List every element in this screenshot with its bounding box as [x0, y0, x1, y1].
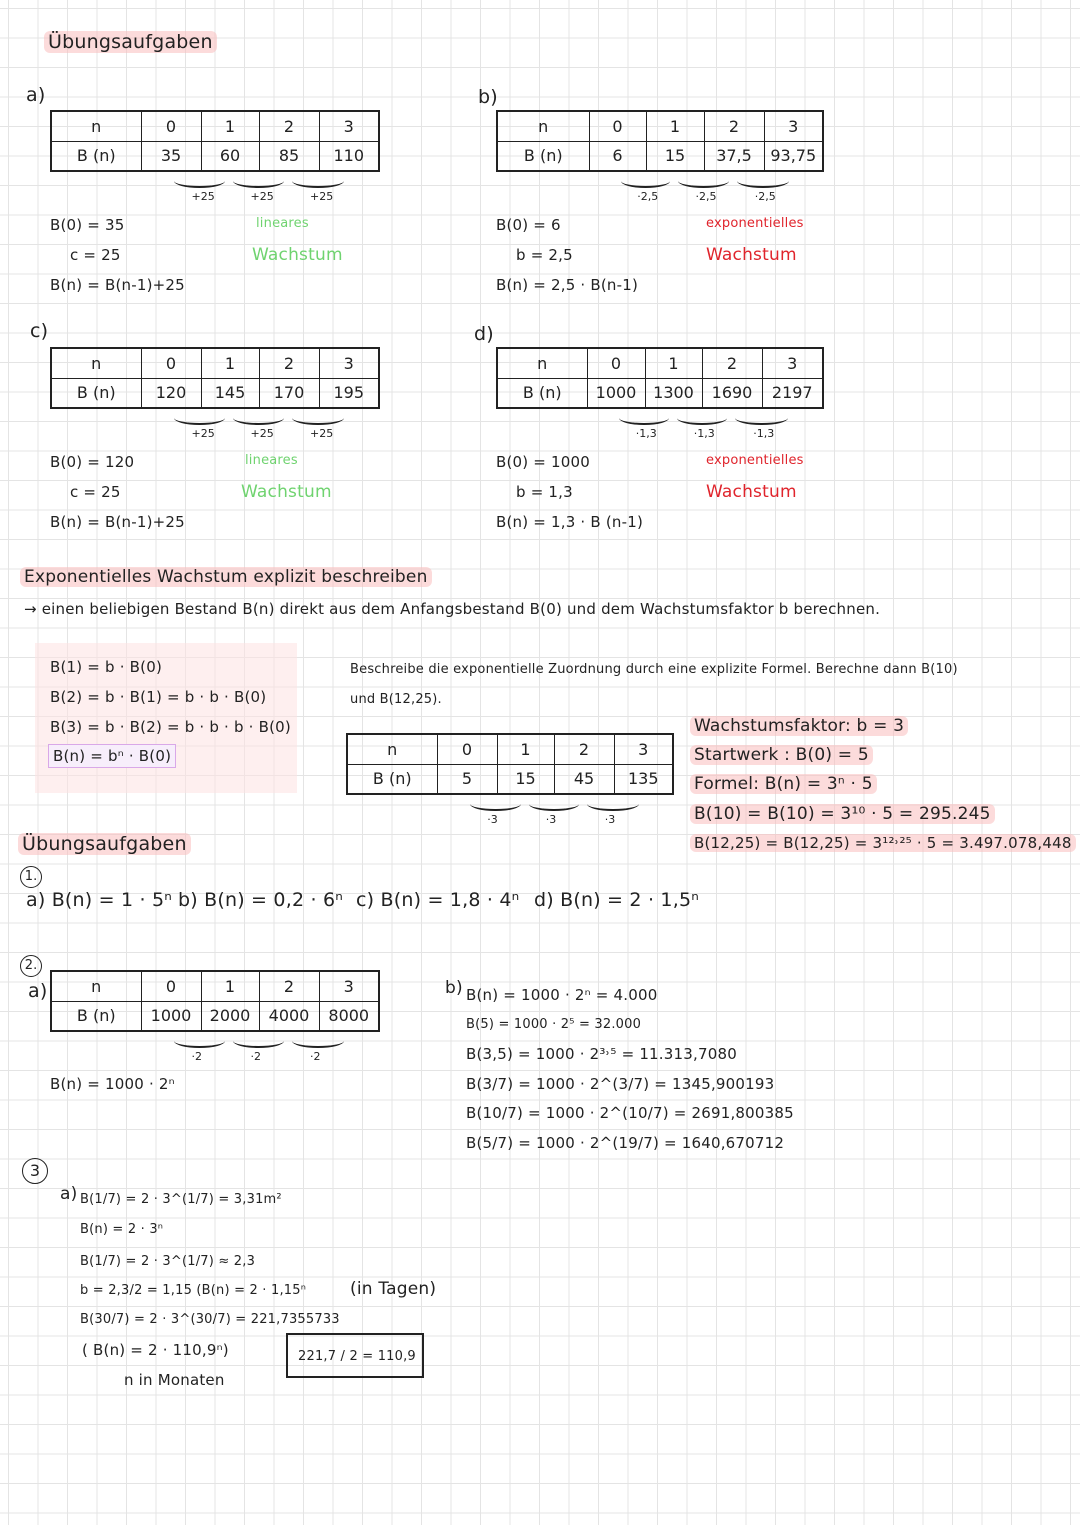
- table-cell: 170: [259, 378, 319, 408]
- result-line: c = 25: [70, 483, 121, 501]
- step-arrow: [621, 174, 671, 188]
- table-cell: 0: [141, 111, 201, 141]
- row-header: B (n): [51, 378, 141, 408]
- exercise3-a-label: a): [60, 1184, 78, 1204]
- step-label: ·1,3: [693, 427, 715, 440]
- result-line: B(0) = 1000: [496, 453, 591, 471]
- exercise1-item: a) B(n) = 1 · 5ⁿ: [26, 889, 173, 911]
- exercise1-item: c) B(n) = 1,8 · 4ⁿ: [356, 889, 520, 911]
- table-row: [51, 971, 379, 1001]
- exercise2-b-line: B(n) = 1000 · 2ⁿ = 4.000: [466, 986, 658, 1004]
- result-line: Formel: B(n) = 3ⁿ · 5: [690, 774, 877, 794]
- exercise-label: d): [474, 323, 494, 345]
- table-cell: 0: [589, 111, 646, 141]
- step-arrow: [233, 174, 284, 188]
- table-cell: 1: [497, 734, 554, 764]
- derivation-line: B(1) = b · B(0): [50, 658, 163, 676]
- growth-type: Wachstum: [241, 482, 332, 502]
- derivation-line: B(3) = b · B(2) = b · b · b · B(0): [50, 718, 291, 736]
- table-cell: 195: [319, 378, 379, 408]
- exercise3-line: B(1/7) = 2 · 3^(1/7) ≈ 2,3: [80, 1254, 256, 1269]
- step-label: +25: [191, 190, 215, 203]
- exercise2-b-line: B(5) = 1000 · 2⁵ = 32.000: [466, 1017, 642, 1032]
- exercise3-line: ( B(n) = 2 · 110,9ⁿ): [82, 1341, 229, 1359]
- step-label: ·2: [250, 1050, 261, 1063]
- table-cell: 120: [141, 378, 201, 408]
- exercise2-b-label: b): [445, 978, 463, 998]
- row-header: n: [347, 734, 437, 764]
- table-cell: 2197: [762, 378, 823, 408]
- exercise-number: 1.: [20, 866, 42, 888]
- exercise1-item: d) B(n) = 2 · 1,5ⁿ: [534, 889, 700, 911]
- table-row: [51, 348, 379, 378]
- step-arrow: [292, 1034, 344, 1048]
- table-cell: 0: [141, 348, 201, 378]
- step-arrow: [470, 797, 521, 811]
- step-arrow: [529, 797, 580, 811]
- table-cell: 3: [319, 111, 379, 141]
- exercise3-line: B(30/7) = 2 · 3^(30/7) = 221,7355733: [80, 1312, 340, 1327]
- table-cell: 135: [614, 764, 673, 794]
- table-cell: 1: [201, 971, 259, 1001]
- step-arrow: [678, 174, 729, 188]
- table-cell: 37,5: [704, 141, 764, 171]
- step-label: ·3: [545, 813, 557, 826]
- table-cell: 1690: [702, 378, 762, 408]
- step-arrow: [587, 797, 639, 811]
- result-line: B(n) = 2,5 · B(n-1): [496, 276, 639, 294]
- table-cell: 6: [589, 141, 646, 171]
- table-cell: 2: [259, 971, 319, 1001]
- exercise3-line: B(n) = 2 · 3ⁿ: [80, 1222, 164, 1237]
- table-cell: 2: [259, 111, 319, 141]
- exercise2-b-line: B(3/7) = 1000 · 2^(3/7) = 1345,900193: [466, 1075, 775, 1093]
- step-arrow: [174, 174, 225, 188]
- table-row: [51, 1001, 379, 1031]
- step-label: ·2,5: [637, 190, 659, 203]
- table-cell: 35: [141, 141, 201, 171]
- result-line: Startwerk : B(0) = 5: [690, 745, 873, 765]
- table-row: [497, 111, 823, 141]
- table-row: [347, 734, 673, 764]
- exercise3-line: B(1/7) = 2 · 3^(1/7) = 3,31m²: [80, 1192, 282, 1207]
- row-header: B (n): [497, 141, 589, 171]
- table-row: [347, 764, 673, 794]
- result-line: B(10) = B(10) = 3¹⁰ · 5 = 295.245: [690, 804, 995, 824]
- task-text: Beschreibe die exponentielle Zuordnung durch eine explizite Formel. Berechne dann B(10): [350, 662, 958, 677]
- exercise2-b-line: B(10/7) = 1000 · 2^(10/7) = 2691,800385: [466, 1104, 794, 1122]
- step-arrow: [174, 1034, 225, 1048]
- row-header: n: [51, 111, 141, 141]
- result-line: B(n) = B(n-1)+25: [50, 276, 185, 294]
- table-row: [497, 378, 823, 408]
- row-header: B (n): [497, 378, 587, 408]
- exercise-number: 3: [22, 1158, 48, 1184]
- row-header: n: [497, 348, 587, 378]
- growth-type: lineares: [245, 453, 298, 468]
- table-cell: 4000: [259, 1001, 319, 1031]
- growth-type: exponentielles: [706, 453, 804, 468]
- table-cell: 3: [319, 348, 379, 378]
- step-arrow: [233, 411, 284, 425]
- table-cell: 15: [646, 141, 704, 171]
- result-line: B(n) = B(n-1)+25: [50, 513, 185, 531]
- table-cell: 0: [437, 734, 497, 764]
- section-intro: → einen beliebigen Bestand B(n) direkt aus dem Anfangsbestand B(0) und dem Wachstumsfaktor b berechnen.: [24, 600, 881, 618]
- growth-type: Wachstum: [252, 245, 343, 265]
- section-heading: Exponentielles Wachstum explizit beschreiben: [20, 567, 432, 587]
- task-text: und B(12,25).: [350, 692, 442, 707]
- table-cell: 145: [201, 378, 259, 408]
- table-row: [497, 348, 823, 378]
- table-row: [51, 378, 379, 408]
- table-cell: 15: [497, 764, 554, 794]
- table-cell: 60: [201, 141, 259, 171]
- exercise-label: a): [26, 84, 46, 106]
- row-header: n: [51, 348, 141, 378]
- table-cell: 3: [319, 971, 379, 1001]
- table-cell: 1: [201, 348, 259, 378]
- value-table: [50, 110, 380, 172]
- exercise3-boxed-result: 221,7 / 2 = 110,9: [298, 1349, 416, 1364]
- result-line: B(0) = 6: [496, 216, 561, 234]
- step-label: ·3: [487, 813, 498, 826]
- table-cell: 3: [614, 734, 673, 764]
- table-row: [51, 111, 379, 141]
- table-cell: 93,75: [764, 141, 823, 171]
- table-cell: 3: [764, 111, 823, 141]
- general-formula: B(n) = bⁿ · B(0): [48, 744, 176, 768]
- value-table: [346, 733, 674, 795]
- step-arrow: [619, 411, 669, 425]
- table-cell: 1000: [141, 1001, 201, 1031]
- exercise3-line: n in Monaten: [124, 1371, 225, 1389]
- derivation-line: B(2) = b · B(1) = b · b · B(0): [50, 688, 267, 706]
- step-label: ·2: [310, 1050, 321, 1063]
- value-table: [50, 970, 380, 1032]
- table-cell: 110: [319, 141, 379, 171]
- table-cell: 1300: [645, 378, 702, 408]
- row-header: B (n): [51, 141, 141, 171]
- exercise2-b-line: B(3,5) = 1000 · 2³˒⁵ = 11.313,7080: [466, 1045, 737, 1063]
- step-arrow: [737, 174, 789, 188]
- table-cell: 0: [141, 971, 201, 1001]
- table-row: [51, 141, 379, 171]
- result-line: B(12,25) = B(12,25) = 3¹²˒²⁵ · 5 = 3.497.078,448: [690, 834, 1076, 852]
- exercise3-note: (in Tagen): [350, 1279, 437, 1299]
- table-cell: 2000: [201, 1001, 259, 1031]
- result-line: B(n) = 1,3 · B (n-1): [496, 513, 643, 531]
- step-label: ·2,5: [754, 190, 776, 203]
- step-arrow: [174, 411, 225, 425]
- growth-type: lineares: [256, 216, 309, 231]
- table-row: [497, 141, 823, 171]
- step-label: ·2: [191, 1050, 202, 1063]
- table-cell: 1000: [587, 378, 645, 408]
- value-table: [50, 347, 380, 409]
- result-line: Wachstumsfaktor: b = 3: [690, 716, 908, 736]
- exercise2-formula: B(n) = 1000 · 2ⁿ: [50, 1075, 175, 1093]
- title-uebungsaufgaben: Übungsaufgaben: [44, 31, 217, 53]
- exercise3-line: b = 2,3/2 = 1,15 (B(n) = 2 · 1,15ⁿ: [80, 1283, 307, 1298]
- value-table: [496, 347, 824, 409]
- table-cell: 8000: [319, 1001, 379, 1031]
- growth-type: Wachstum: [706, 245, 797, 265]
- step-arrow: [292, 411, 344, 425]
- table-cell: 5: [437, 764, 497, 794]
- exercise-label: b): [478, 86, 498, 108]
- table-cell: 85: [259, 141, 319, 171]
- table-cell: 2: [554, 734, 614, 764]
- step-label: +25: [250, 190, 274, 203]
- result-line: b = 1,3: [516, 483, 573, 501]
- value-table: [496, 110, 824, 172]
- step-label: +25: [310, 427, 334, 440]
- step-label: ·1,3: [635, 427, 657, 440]
- table-cell: 45: [554, 764, 614, 794]
- step-arrow: [292, 174, 344, 188]
- row-header: n: [497, 111, 589, 141]
- result-line: c = 25: [70, 246, 121, 264]
- step-label: +25: [310, 190, 334, 203]
- table-cell: 3: [762, 348, 823, 378]
- growth-type: Wachstum: [706, 482, 797, 502]
- table-cell: 0: [587, 348, 645, 378]
- table-cell: 2: [702, 348, 762, 378]
- step-arrow: [677, 411, 728, 425]
- table-cell: 1: [646, 111, 704, 141]
- result-line: B(0) = 35: [50, 216, 125, 234]
- title-uebungsaufgaben-2: Übungsaufgaben: [18, 833, 191, 855]
- exercise-number: 2.: [20, 955, 42, 977]
- result-line: b = 2,5: [516, 246, 573, 264]
- table-cell: 1: [645, 348, 702, 378]
- step-label: ·1,3: [753, 427, 775, 440]
- row-header: B (n): [347, 764, 437, 794]
- row-header: n: [51, 971, 141, 1001]
- step-label: ·3: [604, 813, 616, 826]
- exercise1-item: b) B(n) = 0,2 · 6ⁿ: [178, 889, 344, 911]
- step-label: +25: [250, 427, 274, 440]
- step-arrow: [233, 1034, 284, 1048]
- growth-type: exponentielles: [706, 216, 804, 231]
- step-arrow: [735, 411, 788, 425]
- step-label: +25: [191, 427, 215, 440]
- table-cell: 1: [201, 111, 259, 141]
- result-line: B(0) = 120: [50, 453, 135, 471]
- step-label: ·2,5: [695, 190, 717, 203]
- exercise-label: a): [28, 980, 48, 1002]
- table-cell: 2: [704, 111, 764, 141]
- exercise2-b-line: B(5/7) = 1000 · 2^(19/7) = 1640,670712: [466, 1134, 785, 1152]
- exercise-label: c): [30, 320, 49, 342]
- table-cell: 2: [259, 348, 319, 378]
- row-header: B (n): [51, 1001, 141, 1031]
